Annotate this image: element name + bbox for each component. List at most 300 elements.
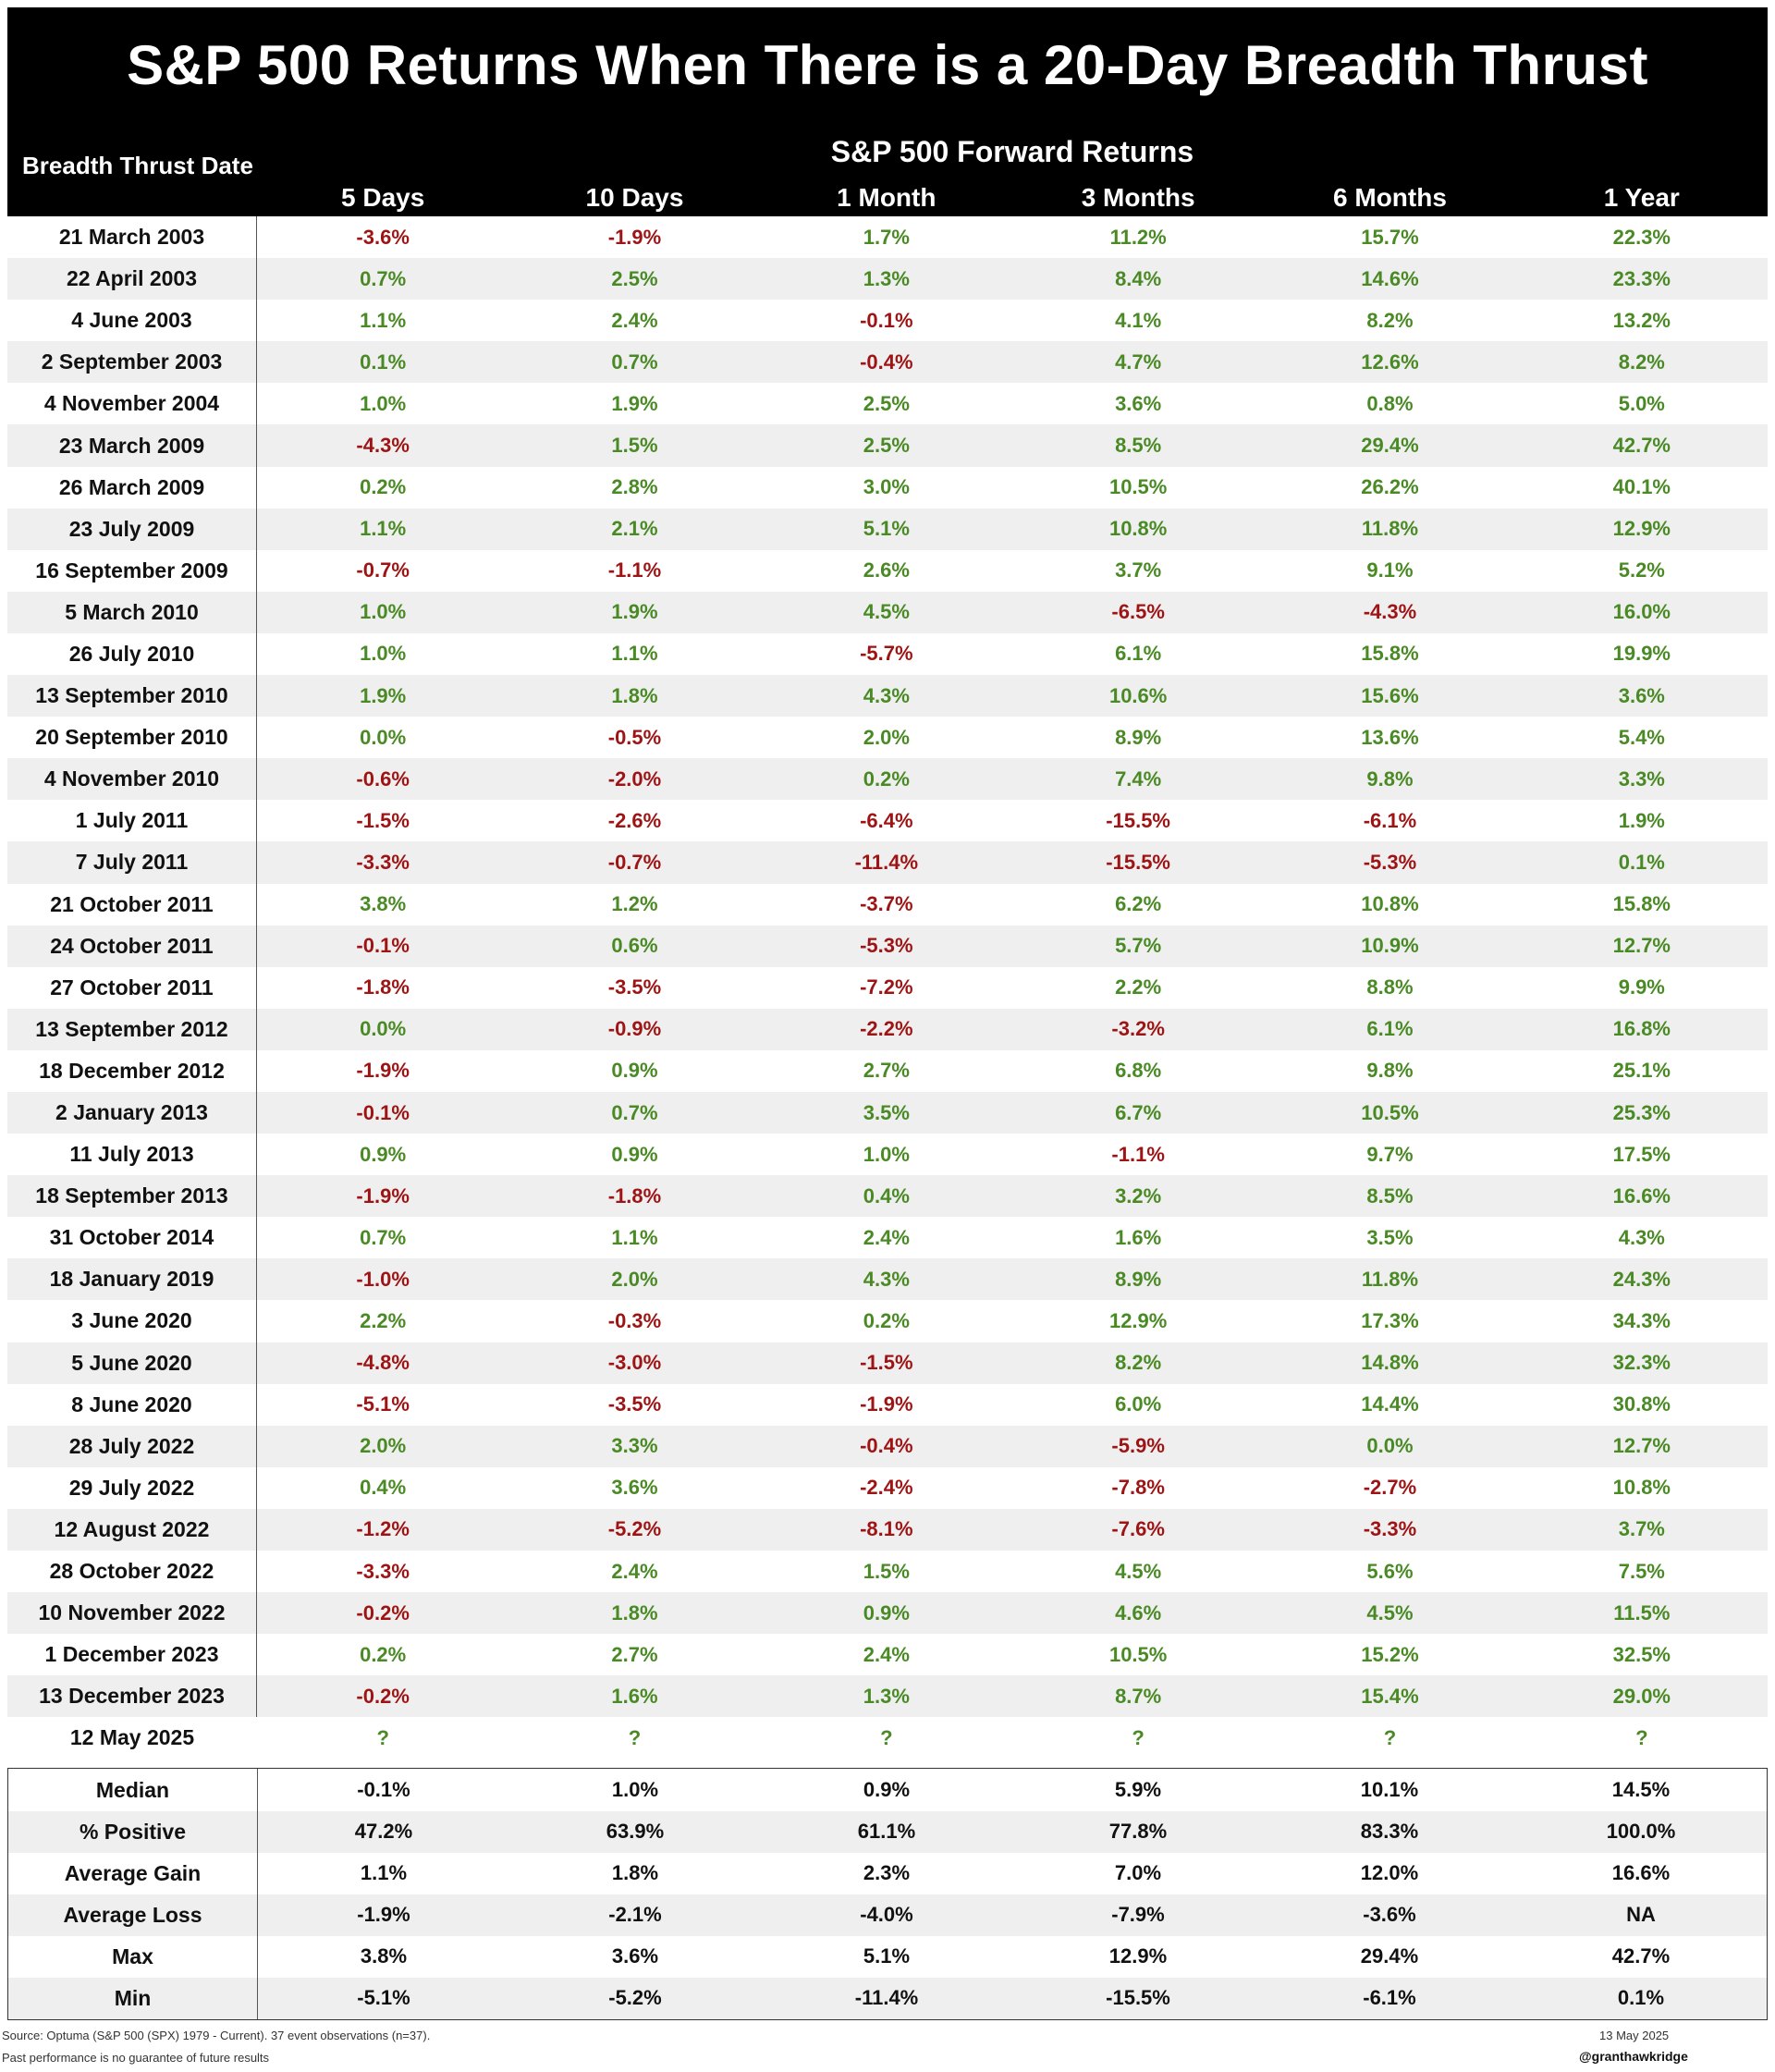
- return-value: -4.3%: [1363, 600, 1417, 624]
- return-value: -0.2%: [356, 1684, 410, 1708]
- summary-label: Average Gain: [8, 1853, 258, 1894]
- return-value: 17.5%: [1612, 1142, 1671, 1166]
- table-row: [7, 1258, 1768, 1300]
- table-row: [7, 717, 1768, 758]
- return-value: 100.0%: [1606, 1820, 1676, 1844]
- table-row: [8, 1769, 1767, 1810]
- table-row: [7, 216, 1768, 258]
- return-value: 14.4%: [1361, 1392, 1419, 1416]
- return-value: 34.3%: [1612, 1308, 1671, 1332]
- return-value: 1.5%: [611, 434, 658, 458]
- return-value: 5.2%: [1618, 558, 1665, 582]
- return-value: 5.0%: [1618, 391, 1665, 415]
- return-value: 13.6%: [1361, 725, 1419, 749]
- return-value: -2.2%: [860, 1017, 913, 1041]
- return-value: 0.1%: [360, 349, 407, 374]
- return-value: 10.9%: [1361, 934, 1419, 958]
- return-value: 42.7%: [1612, 434, 1671, 458]
- return-value: 1.3%: [863, 1684, 910, 1708]
- return-value: 11.8%: [1361, 517, 1419, 541]
- return-value: -0.4%: [860, 349, 913, 374]
- return-value: -3.2%: [1111, 1017, 1165, 1041]
- return-value: 2.7%: [863, 1059, 910, 1083]
- return-value: 3.5%: [863, 1100, 910, 1124]
- return-value: 11.2%: [1109, 225, 1167, 249]
- return-value: -4.0%: [860, 1903, 913, 1927]
- column-header: 3 Months: [1081, 183, 1195, 212]
- row-date: 23 July 2009: [7, 509, 257, 550]
- return-value: 0.0%: [360, 725, 407, 749]
- table-row: [8, 1936, 1767, 1978]
- return-value: 16.0%: [1612, 600, 1671, 624]
- return-value: 1.1%: [611, 1225, 658, 1249]
- return-value: 10.8%: [1108, 517, 1168, 541]
- return-value: -0.7%: [607, 850, 662, 874]
- return-value: 2.4%: [863, 1642, 910, 1666]
- return-value: 24.3%: [1612, 1267, 1671, 1291]
- return-value: -5.9%: [1111, 1434, 1165, 1458]
- return-value: 2.0%: [360, 1434, 407, 1458]
- table-row: [7, 1009, 1768, 1050]
- return-value: 5.1%: [863, 517, 910, 541]
- return-value: -5.2%: [608, 1986, 662, 2010]
- table-row: [7, 675, 1768, 717]
- return-value: 16.8%: [1612, 1017, 1671, 1041]
- row-date: 22 April 2003: [7, 258, 257, 300]
- table-row: [7, 300, 1768, 341]
- return-value: 5.9%: [1114, 1778, 1162, 1802]
- table-row: [7, 1675, 1768, 1717]
- date-column-header: Breadth Thrust Date: [22, 152, 253, 179]
- return-value: -11.4%: [854, 850, 919, 874]
- row-date: 28 July 2022: [7, 1426, 257, 1467]
- return-value: 0.9%: [863, 1778, 911, 1802]
- return-value: 1.5%: [863, 1559, 910, 1583]
- table-row: [7, 1426, 1768, 1467]
- return-value: 5.6%: [1366, 1559, 1414, 1583]
- return-value: 8.4%: [1115, 266, 1162, 290]
- return-value: 1.9%: [611, 600, 658, 624]
- table-row: [7, 633, 1768, 675]
- row-date: 16 September 2009: [7, 550, 257, 592]
- return-value: 29.4%: [1361, 434, 1419, 458]
- return-value: -2.7%: [1363, 1476, 1417, 1500]
- return-value: 10.5%: [1108, 1642, 1168, 1666]
- table-row: [7, 509, 1768, 550]
- return-value: 6.1%: [1366, 1017, 1414, 1041]
- row-date: 5 June 2020: [7, 1343, 257, 1384]
- return-value: 6.1%: [1115, 642, 1162, 666]
- return-value: 10.5%: [1361, 1100, 1419, 1124]
- summary-table: [7, 1768, 1768, 2020]
- source-note: Source: Optuma (S&P 500 (SPX) 1979 - Current). 37 event observations (n=37).: [2, 2029, 431, 2042]
- return-value: 8.5%: [1115, 434, 1162, 458]
- return-value: -0.5%: [607, 725, 662, 749]
- row-date: 10 November 2022: [7, 1592, 257, 1634]
- row-date: 4 November 2010: [7, 758, 257, 800]
- return-value: -1.9%: [607, 225, 662, 249]
- table-row: [7, 1175, 1768, 1217]
- return-value: 10.1%: [1360, 1778, 1419, 1802]
- return-value: 4.5%: [1366, 1600, 1414, 1624]
- row-date: 21 October 2011: [7, 884, 257, 926]
- return-value: -0.4%: [860, 1434, 913, 1458]
- table-row: [7, 758, 1768, 800]
- return-value: 40.1%: [1612, 475, 1671, 499]
- column-header: 5 Days: [341, 183, 425, 212]
- return-value: -2.0%: [607, 766, 662, 791]
- return-value: -15.5%: [1106, 808, 1170, 832]
- return-value: 7.5%: [1618, 1559, 1665, 1583]
- return-value: 0.2%: [863, 1308, 910, 1332]
- return-value: 3.3%: [1618, 766, 1665, 791]
- row-date: 23 March 2009: [7, 424, 257, 466]
- return-value: 61.1%: [857, 1820, 916, 1844]
- return-value: 6.7%: [1115, 1100, 1162, 1124]
- row-date: 26 March 2009: [7, 467, 257, 509]
- return-value: 2.0%: [611, 1267, 658, 1291]
- summary-label: Min: [8, 1978, 258, 2019]
- return-value: -3.5%: [607, 975, 662, 999]
- return-value: 14.5%: [1611, 1778, 1671, 1802]
- return-value: 26.2%: [1361, 475, 1419, 499]
- return-value: 4.3%: [863, 1267, 910, 1291]
- footer-date: 13 May 2025: [1599, 2029, 1670, 2042]
- return-value: -1.9%: [356, 1183, 410, 1208]
- return-value: 8.2%: [1366, 308, 1414, 332]
- table-row: [7, 1509, 1768, 1551]
- return-value: -5.7%: [860, 642, 913, 666]
- table-row: [8, 1853, 1767, 1894]
- table-row: [7, 1217, 1768, 1258]
- return-value: 1.0%: [863, 1142, 910, 1166]
- return-value: 0.6%: [611, 934, 658, 958]
- return-value: 0.0%: [360, 1017, 407, 1041]
- return-value: 16.6%: [1611, 1861, 1671, 1885]
- row-date: 29 July 2022: [7, 1467, 257, 1509]
- column-header: 1 Year: [1603, 183, 1680, 212]
- return-value: 12.9%: [1108, 1944, 1168, 1968]
- return-value: -6.1%: [1363, 808, 1417, 832]
- row-date: 4 November 2004: [7, 383, 257, 424]
- return-value: 6.2%: [1115, 892, 1162, 916]
- table-row: [7, 258, 1768, 300]
- return-value: 11.5%: [1613, 1600, 1671, 1624]
- table-body: [7, 216, 1768, 1759]
- table-row: [7, 1050, 1768, 1092]
- table-row: [7, 424, 1768, 466]
- return-value: 0.9%: [611, 1142, 658, 1166]
- return-value: 3.6%: [611, 1944, 659, 1968]
- table-row: [7, 1300, 1768, 1342]
- return-value: -6.1%: [1363, 1986, 1416, 2010]
- return-value: 0.9%: [611, 1059, 658, 1083]
- table-row: [7, 1467, 1768, 1509]
- return-value: -0.1%: [356, 1100, 410, 1124]
- return-value: 4.6%: [1115, 1600, 1162, 1624]
- return-value: 2.3%: [863, 1861, 911, 1885]
- return-value: 8.9%: [1115, 725, 1162, 749]
- disclaimer: Past performance is no guarantee of future results: [2, 2051, 270, 2065]
- table-row: [8, 1978, 1767, 2019]
- row-date: 21 March 2003: [7, 216, 257, 258]
- return-value: -0.7%: [356, 558, 410, 582]
- return-value: 25.1%: [1612, 1059, 1671, 1083]
- return-value: -5.2%: [607, 1517, 662, 1541]
- return-value: 0.4%: [863, 1183, 910, 1208]
- return-value: ?: [1132, 1725, 1145, 1749]
- return-value: 12.9%: [1108, 1308, 1168, 1332]
- return-value: 2.0%: [863, 725, 910, 749]
- table-row: [7, 1717, 1768, 1759]
- return-value: 15.8%: [1612, 892, 1671, 916]
- return-value: 30.8%: [1612, 1392, 1671, 1416]
- return-value: 3.7%: [1618, 1517, 1665, 1541]
- row-date: 3 June 2020: [7, 1300, 257, 1342]
- return-value: -15.5%: [1106, 1986, 1170, 2010]
- return-value: 12.7%: [1612, 934, 1671, 958]
- return-value: ?: [376, 1725, 389, 1749]
- return-value: 4.3%: [1618, 1225, 1665, 1249]
- return-value: 8.2%: [1618, 349, 1665, 374]
- column-header: 1 Month: [837, 183, 936, 212]
- return-value: 15.7%: [1361, 225, 1419, 249]
- return-value: 9.7%: [1366, 1142, 1414, 1166]
- return-value: -5.3%: [1363, 850, 1417, 874]
- return-value: -4.3%: [356, 434, 410, 458]
- return-value: -1.5%: [860, 1351, 913, 1375]
- row-date: 13 September 2012: [7, 1009, 257, 1050]
- return-value: 6.0%: [1115, 1392, 1162, 1416]
- return-value: 0.7%: [611, 1100, 658, 1124]
- return-value: 5.1%: [863, 1944, 911, 1968]
- return-value: 1.3%: [863, 266, 910, 290]
- return-value: 0.7%: [360, 266, 407, 290]
- return-value: 8.8%: [1366, 975, 1414, 999]
- table-row: [7, 1384, 1768, 1426]
- return-value: -0.1%: [356, 934, 410, 958]
- return-value: 0.2%: [360, 1642, 407, 1666]
- summary-label: % Positive: [8, 1811, 258, 1853]
- return-value: -2.6%: [607, 808, 662, 832]
- return-value: 1.1%: [611, 642, 658, 666]
- return-value: 8.5%: [1366, 1183, 1414, 1208]
- return-value: -3.3%: [356, 850, 410, 874]
- table-row: [7, 1592, 1768, 1634]
- return-value: 1.0%: [360, 600, 407, 624]
- return-value: 1.7%: [863, 225, 910, 249]
- table-row: [7, 1551, 1768, 1592]
- return-value: -0.3%: [607, 1308, 662, 1332]
- return-value: 1.9%: [360, 683, 407, 707]
- table-row: [7, 1634, 1768, 1675]
- return-value: -3.3%: [1363, 1517, 1417, 1541]
- return-value: -1.1%: [607, 558, 662, 582]
- return-value: 1.2%: [611, 892, 658, 916]
- return-value: -3.6%: [356, 225, 410, 249]
- row-date: 31 October 2014: [7, 1217, 257, 1258]
- return-value: 0.8%: [1366, 391, 1414, 415]
- table-row: [7, 1092, 1768, 1134]
- return-value: -5.1%: [357, 1986, 410, 2010]
- return-value: -0.2%: [356, 1600, 410, 1624]
- return-value: 6.8%: [1115, 1059, 1162, 1083]
- return-value: 2.4%: [611, 1559, 658, 1583]
- table-row: [7, 800, 1768, 841]
- return-value: 12.9%: [1612, 517, 1671, 541]
- table-row: [7, 1134, 1768, 1175]
- return-value: -1.8%: [356, 975, 410, 999]
- return-value: 0.7%: [360, 1225, 407, 1249]
- return-value: 12.6%: [1361, 349, 1419, 374]
- return-value: 3.3%: [611, 1434, 658, 1458]
- column-headers: [257, 183, 1768, 213]
- return-value: -3.6%: [1363, 1903, 1416, 1927]
- return-value: 15.4%: [1361, 1684, 1419, 1708]
- table-row: [7, 884, 1768, 926]
- author-handle: @granthawkridge: [1579, 2049, 1688, 2064]
- return-value: 4.1%: [1115, 308, 1162, 332]
- return-value: 77.8%: [1108, 1820, 1168, 1844]
- return-value: 14.6%: [1361, 266, 1419, 290]
- return-value: -1.9%: [860, 1392, 913, 1416]
- return-value: 63.9%: [606, 1820, 665, 1844]
- return-value: -0.6%: [356, 766, 410, 791]
- return-value: -1.9%: [357, 1903, 410, 1927]
- return-value: 3.2%: [1115, 1183, 1162, 1208]
- return-value: 10.6%: [1108, 683, 1168, 707]
- row-date: 1 December 2023: [7, 1634, 257, 1675]
- row-date: 28 October 2022: [7, 1551, 257, 1592]
- row-date: 2 September 2003: [7, 341, 257, 383]
- table-row: [8, 1811, 1767, 1853]
- return-value: -3.0%: [607, 1351, 662, 1375]
- row-date: 5 March 2010: [7, 592, 257, 633]
- return-value: -3.5%: [607, 1392, 662, 1416]
- return-value: 13.2%: [1612, 308, 1671, 332]
- column-header: 10 Days: [585, 183, 684, 212]
- return-value: 29.4%: [1360, 1944, 1419, 1968]
- return-value: 47.2%: [354, 1820, 413, 1844]
- row-date: 2 January 2013: [7, 1092, 257, 1134]
- return-value: -1.0%: [356, 1267, 410, 1291]
- return-value: 2.5%: [611, 266, 658, 290]
- return-value: 1.9%: [1618, 808, 1665, 832]
- return-value: 7.0%: [1114, 1861, 1162, 1885]
- row-date: 18 September 2013: [7, 1175, 257, 1217]
- return-value: ?: [628, 1725, 642, 1749]
- return-value: 9.8%: [1366, 766, 1414, 791]
- summary-label: Max: [8, 1936, 258, 1978]
- return-value: 1.0%: [360, 642, 407, 666]
- row-date: 11 July 2013: [7, 1134, 257, 1175]
- return-value: -7.8%: [1111, 1476, 1165, 1500]
- return-value: 0.2%: [360, 475, 407, 499]
- table-row: [7, 592, 1768, 633]
- return-value: -1.9%: [356, 1059, 410, 1083]
- return-value: 19.9%: [1612, 642, 1671, 666]
- return-value: 2.5%: [863, 434, 910, 458]
- return-value: 9.9%: [1618, 975, 1665, 999]
- row-date: 18 January 2019: [7, 1258, 257, 1300]
- return-value: 1.0%: [611, 1778, 659, 1802]
- return-value: -6.5%: [1111, 600, 1165, 624]
- return-value: 12.7%: [1612, 1434, 1671, 1458]
- return-value: 3.6%: [1618, 683, 1665, 707]
- return-value: 1.6%: [611, 1684, 658, 1708]
- table-row: [7, 383, 1768, 424]
- return-value: 0.2%: [863, 766, 910, 791]
- return-value: 5.4%: [1618, 725, 1665, 749]
- return-value: 11.8%: [1361, 1267, 1419, 1291]
- forward-returns-header: S&P 500 Forward Returns: [830, 135, 1194, 168]
- return-value: ?: [1383, 1725, 1397, 1749]
- return-value: -6.4%: [860, 808, 913, 832]
- return-value: 1.8%: [611, 1600, 658, 1624]
- return-value: 0.9%: [863, 1600, 910, 1624]
- return-value: 10.5%: [1108, 475, 1168, 499]
- return-value: 22.3%: [1612, 225, 1671, 249]
- return-value: 1.8%: [611, 683, 658, 707]
- summary-label: Median: [8, 1769, 258, 1810]
- return-value: -7.9%: [1111, 1903, 1165, 1927]
- return-value: 9.8%: [1366, 1059, 1414, 1083]
- table-page: [7, 7, 1768, 2020]
- return-value: 10.8%: [1361, 892, 1419, 916]
- return-value: 1.0%: [360, 391, 407, 415]
- return-value: ?: [1635, 1725, 1648, 1749]
- return-value: 3.7%: [1115, 558, 1162, 582]
- table-row: [7, 926, 1768, 967]
- return-value: 83.3%: [1360, 1820, 1419, 1844]
- return-value: 2.6%: [863, 558, 910, 582]
- return-value: 3.6%: [1115, 391, 1162, 415]
- return-value: -3.3%: [356, 1559, 410, 1583]
- row-date: 13 December 2023: [7, 1675, 257, 1717]
- table-row: [7, 841, 1768, 883]
- return-value: -1.8%: [607, 1183, 662, 1208]
- table-row: [7, 341, 1768, 383]
- row-date: 12 August 2022: [7, 1509, 257, 1551]
- return-value: 3.8%: [360, 892, 407, 916]
- return-value: 8.7%: [1115, 1684, 1162, 1708]
- row-date: 24 October 2011: [7, 926, 257, 967]
- return-value: 0.9%: [360, 1142, 407, 1166]
- row-date: 20 September 2010: [7, 717, 257, 758]
- table-row: [7, 967, 1768, 1009]
- table-row: [7, 550, 1768, 592]
- return-value: 4.3%: [863, 683, 910, 707]
- return-value: 16.6%: [1612, 1183, 1671, 1208]
- return-value: 8.2%: [1115, 1351, 1162, 1375]
- return-value: -3.7%: [860, 892, 913, 916]
- return-value: -2.4%: [860, 1476, 913, 1500]
- row-date: 27 October 2011: [7, 967, 257, 1009]
- return-value: 0.7%: [611, 349, 658, 374]
- return-value: -1.2%: [356, 1517, 410, 1541]
- row-date: 12 May 2025: [69, 1725, 195, 1750]
- return-value: 3.0%: [863, 475, 910, 499]
- return-value: 2.2%: [360, 1308, 407, 1332]
- return-value: 1.1%: [360, 1861, 408, 1885]
- return-value: 4.5%: [1115, 1559, 1162, 1583]
- return-value: 1.9%: [611, 391, 658, 415]
- row-date: 7 July 2011: [7, 841, 257, 883]
- row-date: 8 June 2020: [7, 1384, 257, 1426]
- return-value: 7.4%: [1115, 766, 1162, 791]
- return-value: -0.9%: [607, 1017, 662, 1041]
- row-date: 18 December 2012: [7, 1050, 257, 1092]
